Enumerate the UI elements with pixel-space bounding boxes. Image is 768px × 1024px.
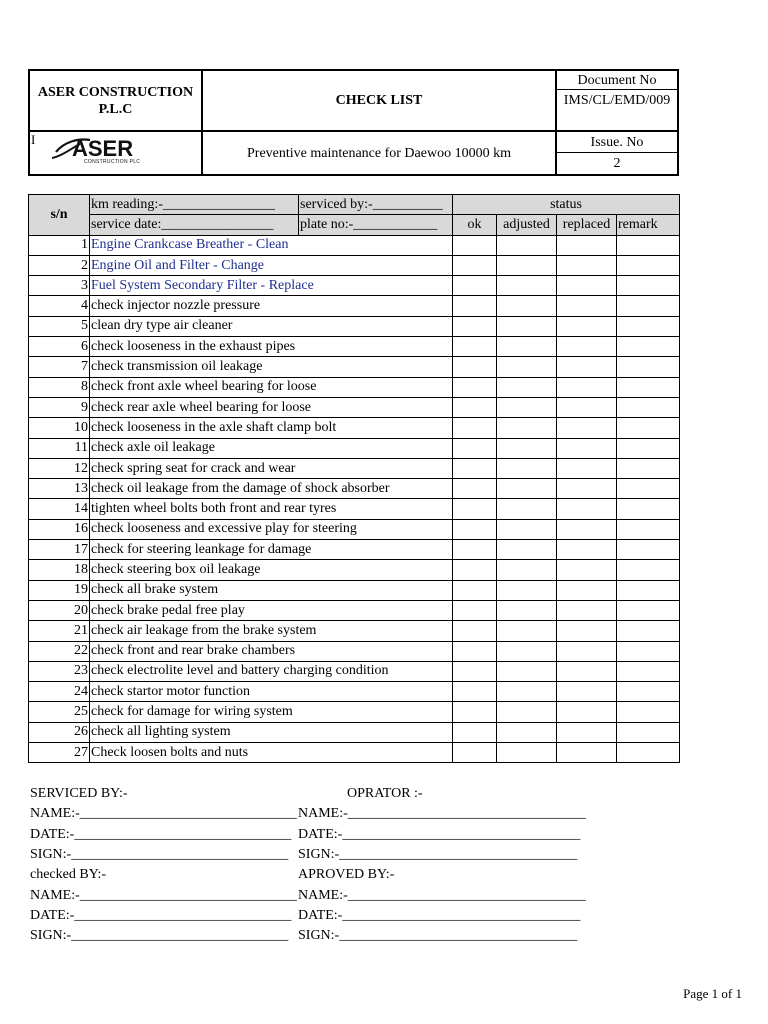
ok-cell[interactable] — [453, 722, 497, 742]
company-logo — [46, 132, 156, 172]
serviced-by-field[interactable]: serviced by:-__________ — [299, 195, 453, 215]
page-number: Page 1 of 1 — [683, 986, 742, 1001]
table-row — [29, 621, 680, 641]
table-row — [29, 418, 680, 438]
replaced-cell[interactable] — [557, 540, 617, 560]
remark-cell[interactable] — [617, 621, 680, 641]
row-number: 14 — [29, 499, 90, 519]
adjusted-cell[interactable] — [497, 722, 557, 742]
replaced-cell[interactable] — [557, 722, 617, 742]
remark-cell[interactable] — [617, 255, 680, 275]
remark-cell[interactable] — [617, 540, 680, 560]
table-row — [29, 255, 680, 275]
checklist-title: CHECK LIST — [335, 93, 423, 108]
checked-by-label: checked BY:- — [30, 867, 107, 882]
task-description: check injector nozzle pressure — [90, 296, 453, 316]
row-number: 25 — [29, 702, 90, 722]
stray-mark: I — [31, 132, 36, 147]
replaced-cell[interactable] — [557, 235, 617, 255]
row-number: 5 — [29, 316, 90, 336]
table-row — [29, 641, 680, 661]
ok-cell[interactable] — [453, 276, 497, 296]
replaced-cell[interactable] — [557, 296, 617, 316]
ok-cell[interactable] — [453, 377, 497, 397]
remark-cell[interactable] — [617, 722, 680, 742]
replaced-cell[interactable] — [557, 397, 617, 417]
adjusted-cell[interactable] — [497, 540, 557, 560]
sn-header: s/n — [29, 195, 90, 236]
remark-cell[interactable] — [617, 560, 680, 580]
table-row — [29, 235, 680, 255]
table-row — [29, 458, 680, 478]
adjusted-cell[interactable] — [497, 580, 557, 600]
table-row — [29, 661, 680, 681]
ok-cell[interactable] — [453, 661, 497, 681]
table-row — [29, 479, 680, 499]
row-number: 6 — [29, 337, 90, 357]
task-description: clean dry type air cleaner — [90, 316, 453, 336]
table-row — [29, 438, 680, 458]
replaced-cell[interactable] — [557, 438, 617, 458]
remark-cell[interactable] — [617, 641, 680, 661]
document-header — [28, 69, 679, 176]
ok-cell[interactable] — [453, 235, 497, 255]
ok-cell[interactable] — [453, 296, 497, 316]
operator-sign-field[interactable]: SIGN:-__________________________________ — [298, 847, 578, 862]
table-row — [29, 337, 680, 357]
table-row — [29, 377, 680, 397]
row-number: 13 — [29, 479, 90, 499]
replaced-cell[interactable] — [557, 560, 617, 580]
task-description: check for steering leankage for damage — [90, 540, 453, 560]
replaced-cell[interactable] — [557, 519, 617, 539]
remark-cell[interactable] — [617, 276, 680, 296]
table-row — [29, 316, 680, 336]
logo-subtext: CONSTRUCTION PLC — [84, 159, 141, 165]
row-number: 17 — [29, 540, 90, 560]
remark-cell[interactable] — [617, 479, 680, 499]
operator-name-field[interactable]: NAME:-__________________________________ — [298, 806, 586, 821]
adjusted-cell[interactable] — [497, 743, 557, 763]
issue-no-label: Issue. No — [590, 134, 644, 150]
document-no-label: Document No — [577, 72, 657, 88]
serviced-by-label: SERVICED BY:- — [30, 786, 128, 801]
row-number: 18 — [29, 560, 90, 580]
remark-cell[interactable] — [617, 600, 680, 620]
task-description: check steering box oil leakage — [90, 560, 453, 580]
row-number: 7 — [29, 357, 90, 377]
row-number: 26 — [29, 722, 90, 742]
ok-cell[interactable] — [453, 458, 497, 478]
ok-cell[interactable] — [453, 479, 497, 499]
remark-cell[interactable] — [617, 499, 680, 519]
table-row — [29, 276, 680, 296]
serviced-name-field[interactable]: NAME:-_______________________________ — [30, 806, 297, 821]
table-row — [29, 499, 680, 519]
approved-by-label: APROVED BY:- — [298, 867, 395, 882]
row-number: 19 — [29, 580, 90, 600]
adjusted-cell[interactable] — [497, 458, 557, 478]
task-description: check for damage for wiring system — [90, 702, 453, 722]
header-border-bottom — [28, 174, 679, 176]
row-number: 11 — [29, 438, 90, 458]
task-description: check front axle wheel bearing for loose — [90, 377, 453, 397]
row-number: 12 — [29, 458, 90, 478]
row-number: 20 — [29, 600, 90, 620]
task-description: Engine Crankcase Breather - Clean — [90, 235, 453, 255]
adjusted-cell[interactable] — [497, 499, 557, 519]
remark-cell[interactable] — [617, 438, 680, 458]
ok-cell[interactable] — [453, 641, 497, 661]
adjusted-cell[interactable] — [497, 377, 557, 397]
km-reading-field[interactable]: km reading:-________________ — [90, 195, 299, 215]
replaced-cell[interactable] — [557, 661, 617, 681]
adjusted-cell[interactable] — [497, 682, 557, 702]
header-border-right — [677, 69, 679, 176]
adjusted-cell[interactable] — [497, 316, 557, 336]
replaced-cell[interactable] — [557, 600, 617, 620]
company-name-line1: ASER CONSTRUCTION — [37, 84, 194, 100]
task-description: Fuel System Secondary Filter - Replace — [90, 276, 453, 296]
service-date-field[interactable]: service date:________________ — [90, 215, 299, 235]
row-number: 4 — [29, 296, 90, 316]
adjusted-cell[interactable] — [497, 702, 557, 722]
remark-cell[interactable] — [617, 377, 680, 397]
task-description: check all lighting system — [90, 722, 453, 742]
row-number: 2 — [29, 255, 90, 275]
row-number: 3 — [29, 276, 90, 296]
replaced-cell[interactable] — [557, 621, 617, 641]
task-description: check transmission oil leakage — [90, 357, 453, 377]
task-description: check electrolite level and battery charging condition — [90, 661, 453, 681]
ok-cell[interactable] — [453, 580, 497, 600]
remark-cell[interactable] — [617, 316, 680, 336]
adjusted-cell[interactable] — [497, 479, 557, 499]
task-description: tighten wheel bolts both front and rear tyres — [90, 499, 453, 519]
serviced-date-field[interactable]: DATE:-_______________________________ — [30, 827, 292, 842]
task-description: check axle oil leakage — [90, 438, 453, 458]
adjusted-cell[interactable] — [497, 276, 557, 296]
serviced-sign-field[interactable]: SIGN:-_______________________________ — [30, 847, 289, 862]
col-adjusted-header: adjusted — [497, 215, 557, 235]
adjusted-cell[interactable] — [497, 560, 557, 580]
remark-cell[interactable] — [617, 337, 680, 357]
checked-sign-field[interactable]: SIGN:-_______________________________ — [30, 928, 289, 943]
remark-cell[interactable] — [617, 296, 680, 316]
adjusted-cell[interactable] — [497, 337, 557, 357]
replaced-cell[interactable] — [557, 682, 617, 702]
ok-cell[interactable] — [453, 397, 497, 417]
operator-date-field[interactable]: DATE:-__________________________________ — [298, 827, 581, 842]
table-row — [29, 722, 680, 742]
remark-cell[interactable] — [617, 519, 680, 539]
ok-cell[interactable] — [453, 337, 497, 357]
replaced-cell[interactable] — [557, 337, 617, 357]
row-number: 22 — [29, 641, 90, 661]
task-description: check oil leakage from the damage of shock absorber — [90, 479, 453, 499]
plate-no-field[interactable]: plate no:-____________ — [299, 215, 453, 235]
task-description: check all brake system — [90, 580, 453, 600]
task-description: check front and rear brake chambers — [90, 641, 453, 661]
row-number: 24 — [29, 682, 90, 702]
table-header-row-1 — [29, 195, 680, 215]
task-description: check startor motor function — [90, 682, 453, 702]
adjusted-cell[interactable] — [497, 357, 557, 377]
adjusted-cell[interactable] — [497, 235, 557, 255]
col-replaced-header: replaced — [557, 215, 617, 235]
row-number: 10 — [29, 418, 90, 438]
ok-cell[interactable] — [453, 499, 497, 519]
replaced-cell[interactable] — [557, 458, 617, 478]
issue-no-value: 2 — [613, 156, 621, 171]
adjusted-cell[interactable] — [497, 418, 557, 438]
replaced-cell[interactable] — [557, 641, 617, 661]
approved-name-field[interactable]: NAME:-__________________________________ — [298, 888, 586, 903]
table-row — [29, 397, 680, 417]
adjusted-cell[interactable] — [497, 296, 557, 316]
replaced-cell[interactable] — [557, 316, 617, 336]
checked-name-field[interactable]: NAME:-_______________________________ — [30, 888, 297, 903]
checklist-body — [29, 235, 680, 763]
task-description: check looseness and excessive play for steering — [90, 519, 453, 539]
document-no-value: IMS/CL/EMD/009 — [563, 93, 671, 108]
adjusted-cell[interactable] — [497, 519, 557, 539]
task-description: check looseness in the axle shaft clamp bolt — [90, 418, 453, 438]
replaced-cell[interactable] — [557, 255, 617, 275]
row-number: 9 — [29, 397, 90, 417]
ok-cell[interactable] — [453, 438, 497, 458]
replaced-cell[interactable] — [557, 377, 617, 397]
table-row — [29, 743, 680, 763]
remark-cell[interactable] — [617, 397, 680, 417]
task-description: check rear axle wheel bearing for loose — [90, 397, 453, 417]
company-name — [30, 71, 201, 130]
task-description: check looseness in the exhaust pipes — [90, 337, 453, 357]
adjusted-cell[interactable] — [497, 600, 557, 620]
document-subtitle: Preventive maintenance for Daewoo 10000 km — [247, 145, 511, 161]
adjusted-cell[interactable] — [497, 255, 557, 275]
ok-cell[interactable] — [453, 316, 497, 336]
task-description: Check loosen bolts and nuts — [90, 743, 453, 763]
replaced-cell[interactable] — [557, 357, 617, 377]
row-number: 21 — [29, 621, 90, 641]
task-description: check air leakage from the brake system — [90, 621, 453, 641]
ok-cell[interactable] — [453, 682, 497, 702]
replaced-cell[interactable] — [557, 499, 617, 519]
table-row — [29, 600, 680, 620]
ok-cell[interactable] — [453, 255, 497, 275]
remark-cell[interactable] — [617, 458, 680, 478]
operator-label: OPRATOR :- — [347, 786, 423, 801]
replaced-cell[interactable] — [557, 276, 617, 296]
remark-cell[interactable] — [617, 743, 680, 763]
adjusted-cell[interactable] — [497, 438, 557, 458]
adjusted-cell[interactable] — [497, 397, 557, 417]
approved-sign-field[interactable]: SIGN:-__________________________________ — [298, 928, 578, 943]
checklist-table — [28, 194, 680, 763]
table-row — [29, 296, 680, 316]
col-ok-header: ok — [453, 215, 497, 235]
row-number: 8 — [29, 377, 90, 397]
replaced-cell[interactable] — [557, 479, 617, 499]
table-row — [29, 519, 680, 539]
remark-cell[interactable] — [617, 580, 680, 600]
row-number: 16 — [29, 519, 90, 539]
replaced-cell[interactable] — [557, 743, 617, 763]
remark-cell[interactable] — [617, 357, 680, 377]
ok-cell[interactable] — [453, 357, 497, 377]
table-row — [29, 540, 680, 560]
status-header: status — [453, 195, 680, 215]
remark-cell[interactable] — [617, 682, 680, 702]
remark-cell[interactable] — [617, 661, 680, 681]
replaced-cell[interactable] — [557, 580, 617, 600]
task-description: check spring seat for crack and wear — [90, 458, 453, 478]
ok-cell[interactable] — [453, 418, 497, 438]
row-number: 23 — [29, 661, 90, 681]
ok-cell[interactable] — [453, 519, 497, 539]
row-number: 27 — [29, 743, 90, 763]
ok-cell[interactable] — [453, 621, 497, 641]
adjusted-cell[interactable] — [497, 661, 557, 681]
remark-cell[interactable] — [617, 418, 680, 438]
task-description: Engine Oil and Filter - Change — [90, 255, 453, 275]
replaced-cell[interactable] — [557, 702, 617, 722]
adjusted-cell[interactable] — [497, 621, 557, 641]
adjusted-cell[interactable] — [497, 641, 557, 661]
row-number: 1 — [29, 235, 90, 255]
logo-wordmark: ASER — [72, 136, 134, 161]
ok-cell[interactable] — [453, 600, 497, 620]
remark-cell[interactable] — [617, 702, 680, 722]
table-row — [29, 580, 680, 600]
table-row — [29, 702, 680, 722]
replaced-cell[interactable] — [557, 418, 617, 438]
ok-cell[interactable] — [453, 702, 497, 722]
approved-date-field[interactable]: DATE:-__________________________________ — [298, 908, 581, 923]
col-remark-header: remark — [617, 215, 680, 235]
ok-cell[interactable] — [453, 540, 497, 560]
table-row — [29, 357, 680, 377]
table-row — [29, 682, 680, 702]
task-description: check brake pedal free play — [90, 600, 453, 620]
table-header-row-2 — [29, 215, 680, 235]
table-row — [29, 560, 680, 580]
checked-date-field[interactable]: DATE:-_______________________________ — [30, 908, 292, 923]
remark-cell[interactable] — [617, 235, 680, 255]
ok-cell[interactable] — [453, 743, 497, 763]
company-name-line2: P.L.C — [98, 101, 133, 117]
ok-cell[interactable] — [453, 560, 497, 580]
